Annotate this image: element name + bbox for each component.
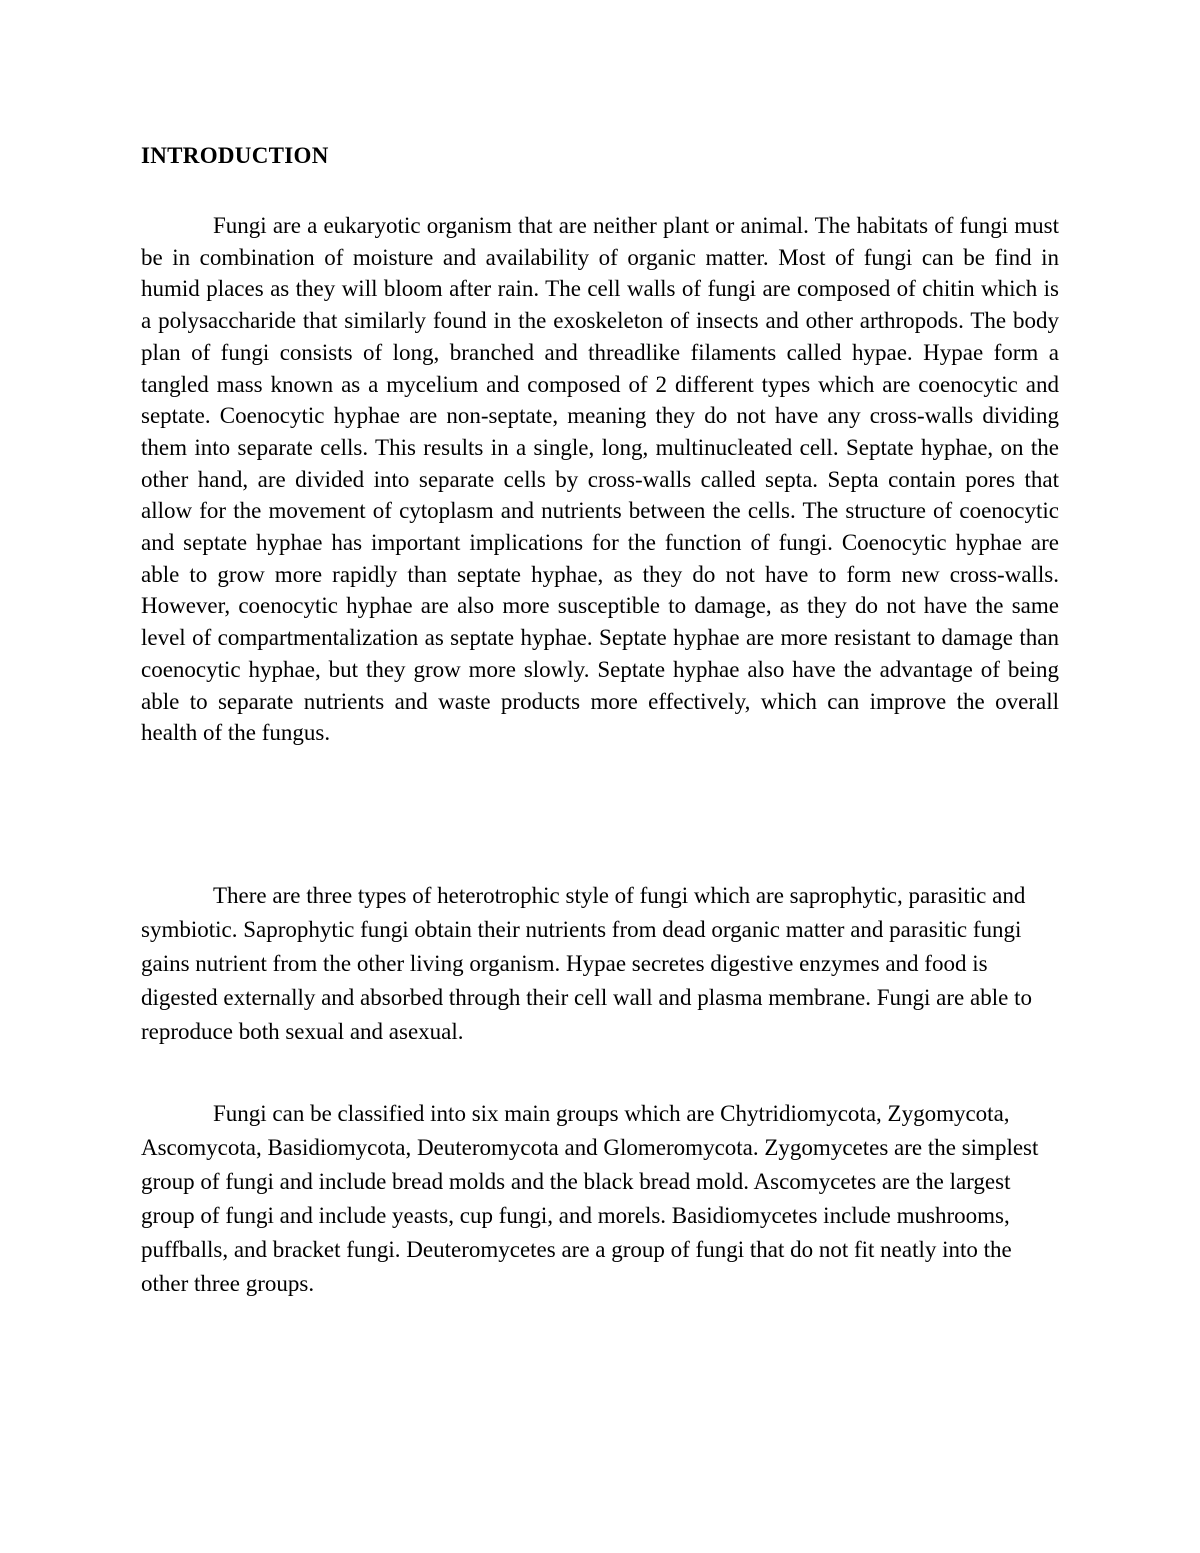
paragraph-fungi-classification: Fungi can be classified into six main groups which are Chytridiomycota, Zygomycota, Ascomycota, Basidiomycota, Deuteromycota and Glomeromycota. Zygomycetes are the simplest group of fungi and include bread molds and the black bread mold. Ascomycetes are the largest group of fungi and include yeasts, cup fungi, and morels. Basidiomycetes include mushrooms, puffballs, and bracket fungi. Deuteromycetes are a group of fungi that do not fit neatly into the other three groups. — [141, 1101, 1039, 1296]
section-heading: INTRODUCTION — [141, 143, 329, 168]
paragraph-heterotrophic-styles: There are three types of heterotrophic style of fungi which are saprophytic, parasitic and symbiotic. Saprophytic fungi obtain their nutrients from dead organic matter and parasitic fungi gains nutrient from the other living organism. Hypae secretes digestive enzymes and food is digested externally and absorbed through their cell wall and plasma membrane. Fungi are able to reproduce both sexual and asexual. — [141, 883, 1032, 1044]
paragraph-fungi-overview: Fungi are a eukaryotic organism that are neither plant or animal. The habitats of fungi must be in combination of moisture and availability of organic matter. Most of fungi can be find in humid places as they will bloom after rain. The cell walls of fungi are composed of chitin which is a polysaccharide that similarly found in the exoskeleton of insects and other arthropods. The body plan of fungi consists of long, branched and threadlike filaments called hypae. Hypae form a tangled mass known as a mycelium and composed of 2 different types which are coenocytic and septate. Coenocytic hyphae are non-septate, meaning they do not have any cross-walls dividing them into separate cells. This results in a single, long, multinucleated cell. Septate hyphae, on the other hand, are divided into separate cells by cross-walls called septa. Septa contain pores that allow for the movement of cytoplasm and nutrients between the cells. The structure of coenocytic and septate hyphae has important implications for the function of fungi. Coenocytic hyphae are able to grow more rapidly than septate hyphae, as they do not have to form new cross-walls. However, coenocytic hyphae are also more susceptible to damage, as they do not have the same level of compartmentalization as septate hyphae. Septate hyphae are more resistant to damage than coenocytic hyphae, but they grow more slowly. Septate hyphae also have the advantage of being able to separate nutrients and waste products more effectively, which can improve the overall health of the fungus. — [141, 213, 1059, 746]
